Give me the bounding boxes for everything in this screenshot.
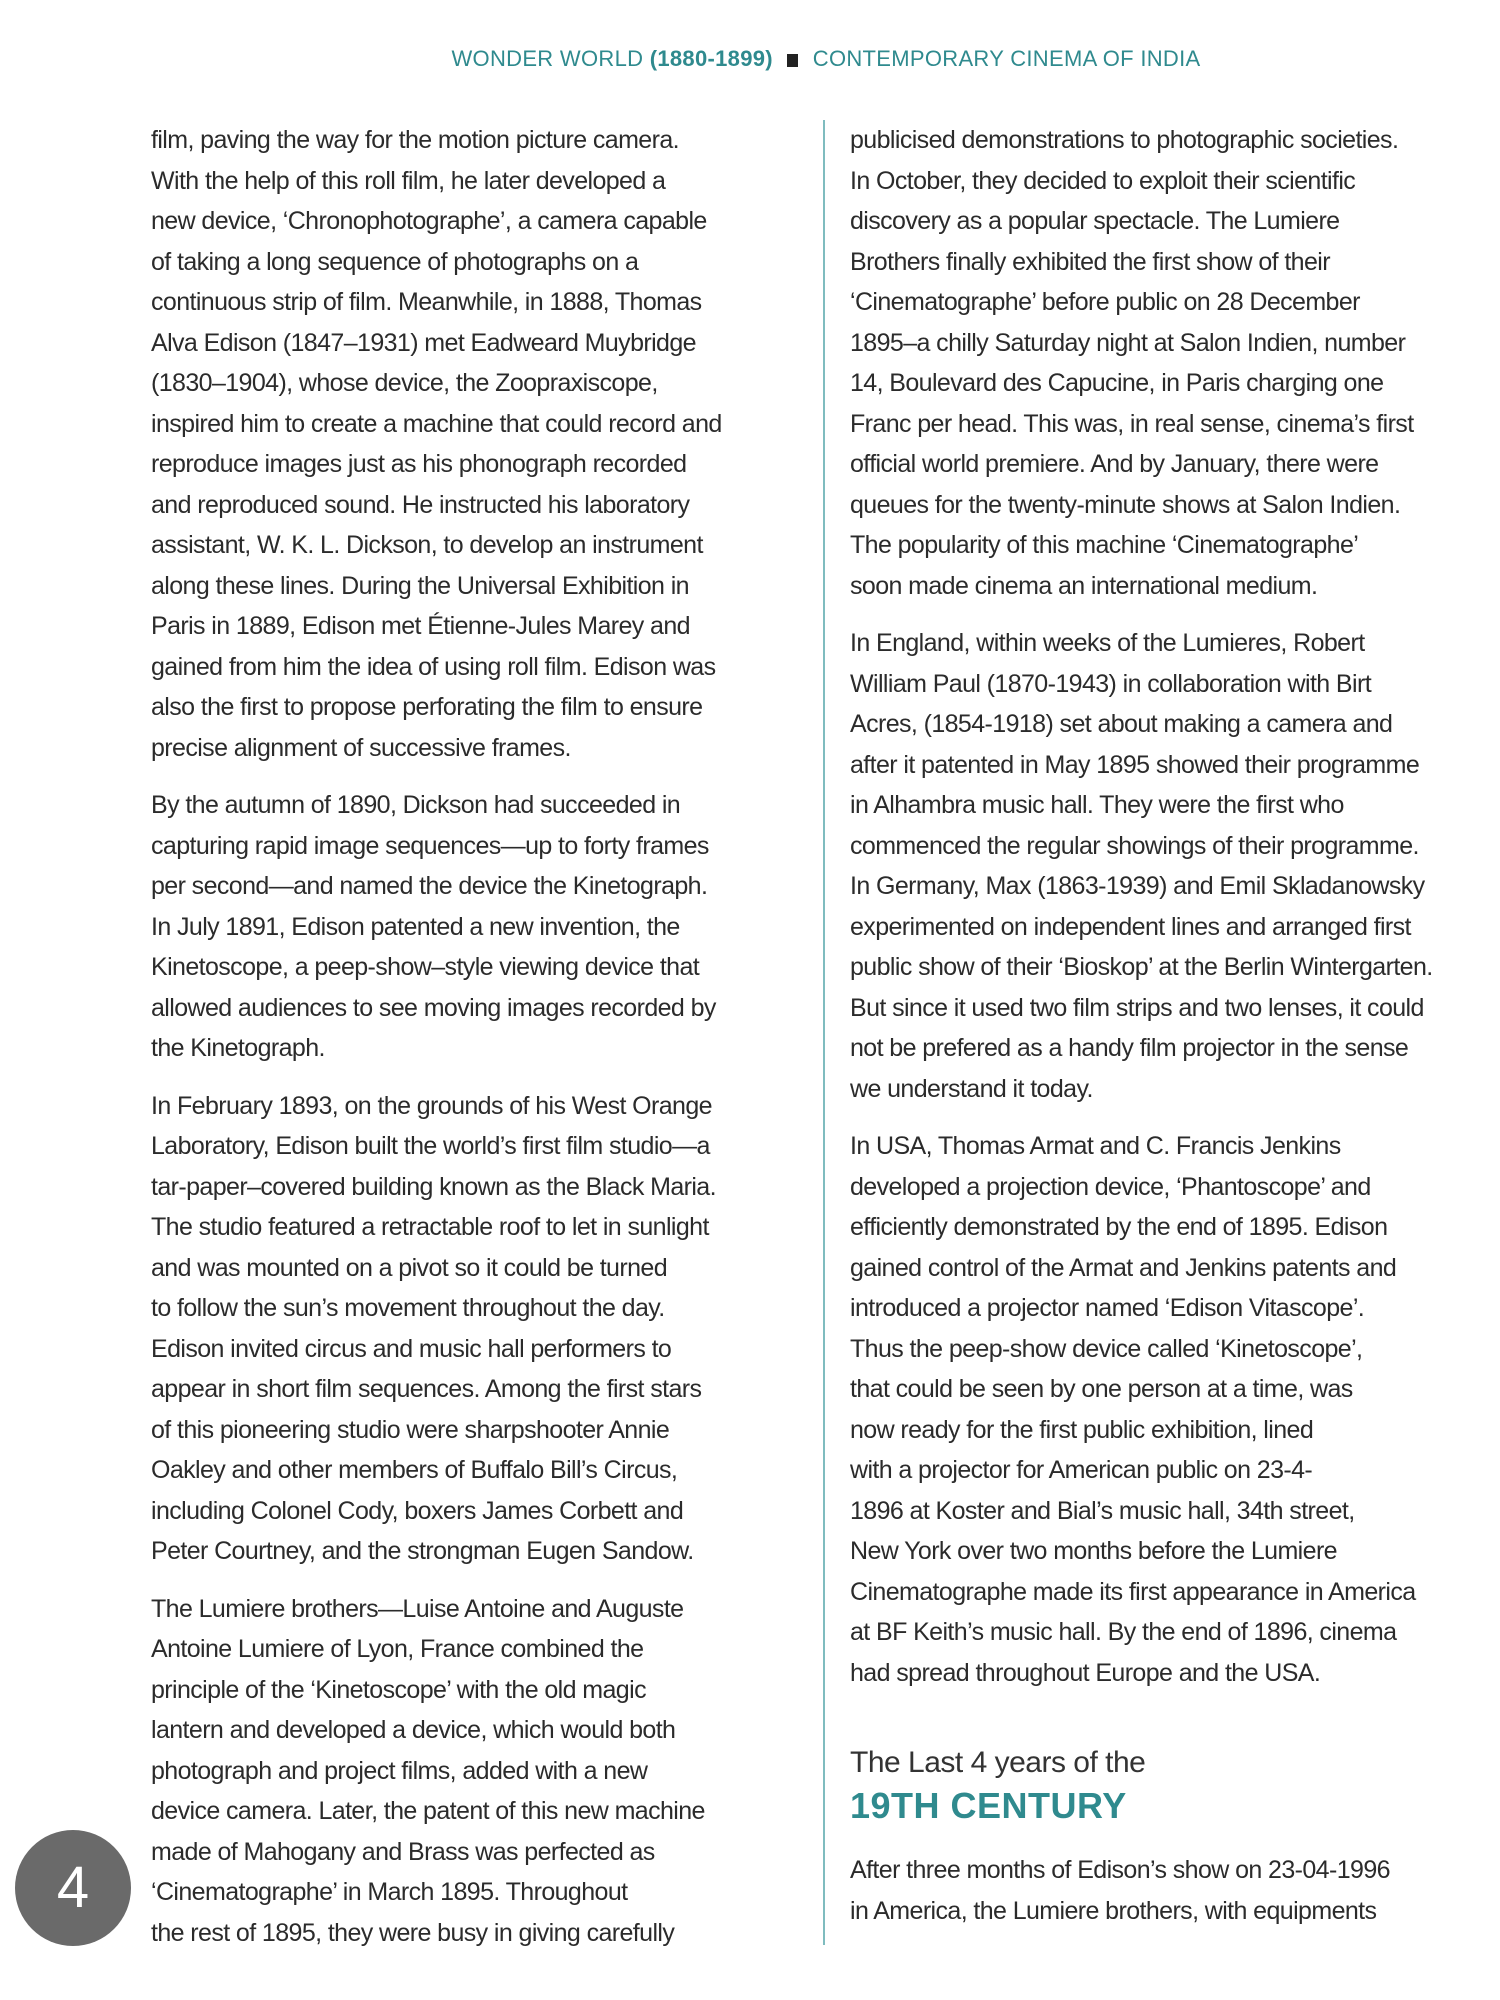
- text-line: 14, Boulevard des Capucine, in Paris charging one: [850, 369, 1384, 397]
- square-bullet-icon: [787, 54, 798, 67]
- text-line: not be prefered as a handy film projector in the sense: [850, 1034, 1409, 1062]
- text-line: efficiently demonstrated by the end of 1895. Edison: [850, 1213, 1388, 1241]
- paragraph: [850, 1126, 1433, 1693]
- text-line: developed a projection device, ‘Phantoscope’ and: [850, 1172, 1371, 1201]
- text-line: made of Mahogany and Brass was perfected as: [151, 1837, 655, 1866]
- text-line: soon made cinema an international medium.: [850, 571, 1318, 600]
- text-line: appear in short film sequences. Among the first stars: [151, 1375, 702, 1403]
- text-line: 1896 at Koster and Bial’s music hall, 34th street,: [850, 1496, 1355, 1525]
- text-line: and reproduced sound. He instructed his laboratory: [151, 490, 690, 519]
- text-line: in America, the Lumiere brothers, with equipments: [850, 1896, 1377, 1925]
- text-line: publicised demonstrations to photographic societies.: [850, 126, 1399, 154]
- paragraph: [850, 623, 1433, 1109]
- text-line: now ready for the first public exhibition, lined: [850, 1415, 1314, 1444]
- left-column: [151, 120, 722, 1970]
- text-line: introduced a projector named ‘Edison Vitascope’.: [850, 1294, 1365, 1322]
- text-line: and was mounted on a pivot so it could be turned: [151, 1253, 668, 1282]
- text-line: of taking a long sequence of photographs on a: [151, 247, 639, 276]
- text-line: Oakley and other members of Buffalo Bill’s Circus,: [151, 1456, 678, 1484]
- text-line: With the help of this roll film, he later developed a: [151, 166, 666, 195]
- text-line: In July 1891, Edison patented a new invention, the: [151, 912, 680, 941]
- running-header: [0, 46, 1500, 72]
- text-line: The Lumiere brothers—Luise Antoine and Auguste: [151, 1594, 684, 1623]
- section-heading-line1: The Last 4 years of the: [850, 1746, 1146, 1779]
- text-line: The studio featured a retractable roof to let in sunlight: [151, 1213, 709, 1241]
- paragraph: [850, 120, 1433, 606]
- text-line: after it patented in May 1895 showed their programme: [850, 750, 1420, 779]
- text-line: in Alhambra music hall. They were the first who: [850, 791, 1344, 819]
- section-paragraph: [850, 1850, 1390, 1931]
- text-line: By the autumn of 1890, Dickson had succeeded in: [151, 791, 681, 819]
- text-line: photograph and project films, added with a new: [151, 1756, 648, 1785]
- text-line: Antoine Lumiere of Lyon, France combined the: [151, 1635, 644, 1663]
- text-line: tar-paper–covered building known as the Black Maria.: [151, 1172, 716, 1201]
- text-line: principle of the ‘Kinetoscope’ with the old magic: [151, 1675, 646, 1704]
- text-line: Kinetoscope, a peep-show–style viewing device that: [151, 953, 700, 981]
- text-line: public show of their ‘Bioskop’ at the Berlin Wintergarten.: [850, 953, 1433, 981]
- text-line: gained from him the idea of using roll film. Edison was: [151, 652, 716, 681]
- paragraph: [151, 1086, 722, 1572]
- text-line: per second—and named the device the Kinetograph.: [151, 872, 708, 900]
- text-line: assistant, W. K. L. Dickson, to develop an instrument: [151, 531, 703, 559]
- text-line: In USA, Thomas Armat and C. Francis Jenkins: [850, 1132, 1341, 1160]
- text-line: that could be seen by one person at a time, was: [850, 1375, 1353, 1403]
- text-line: with a projector for American public on 23-4-: [850, 1456, 1313, 1484]
- text-line: In Germany, Max (1863-1939) and Emil Skladanowsky: [850, 872, 1425, 900]
- text-line: along these lines. During the Universal Exhibition in: [151, 571, 689, 600]
- text-line: precise alignment of successive frames.: [151, 733, 571, 762]
- text-line: In England, within weeks of the Lumieres, Robert: [850, 629, 1365, 657]
- text-line: Cinematographe made its first appearance in America: [850, 1577, 1416, 1606]
- text-line: reproduce images just as his phonograph recorded: [151, 450, 687, 478]
- text-line: queues for the twenty-minute shows at Salon Indien.: [850, 490, 1401, 519]
- text-line: at BF Keith’s music hall. By the end of 1896, cinema: [850, 1618, 1397, 1646]
- text-line: ‘Cinematographe’ before public on 28 December: [850, 288, 1360, 316]
- section-heading: [850, 1742, 1145, 1828]
- text-line: Brothers finally exhibited the first show of their: [850, 247, 1330, 276]
- text-line: But since it used two film strips and two lenses, it could: [850, 993, 1424, 1022]
- text-line: Paris in 1889, Edison met Étienne-Jules Marey and: [151, 612, 690, 640]
- text-line: the Kinetograph.: [151, 1034, 325, 1062]
- paragraph: [151, 1589, 722, 1954]
- text-line: device camera. Later, the patent of this new machine: [151, 1797, 705, 1825]
- text-line: continuous strip of film. Meanwhile, in 1888, Thomas: [151, 288, 702, 316]
- text-line: Edison invited circus and music hall performers to: [151, 1334, 672, 1363]
- text-line: 1895–a chilly Saturday night at Salon Indien, number: [850, 328, 1406, 357]
- text-line: including Colonel Cody, boxers James Corbett and: [151, 1496, 684, 1525]
- text-line: In October, they decided to exploit their scientific: [850, 166, 1356, 195]
- header-years: (1880-1899): [649, 46, 773, 71]
- text-line: film, paving the way for the motion picture camera.: [151, 126, 679, 154]
- text-line: to follow the sun’s movement throughout the day.: [151, 1294, 665, 1322]
- text-line: we understand it today.: [850, 1074, 1093, 1103]
- text-line: gained control of the Armat and Jenkins patents and: [850, 1253, 1397, 1282]
- header-book-title: CONTEMPORARY CINEMA OF INDIA: [812, 46, 1201, 71]
- text-line: Alva Edison (1847–1931) met Eadweard Muybridge: [151, 328, 696, 357]
- header-title: WONDER WORLD: [451, 46, 644, 71]
- column-divider: [823, 120, 825, 1945]
- text-line: Acres, (1854-1918) set about making a camera and: [850, 710, 1393, 738]
- text-line: Thus the peep-show device called ‘Kinetoscope’,: [850, 1334, 1363, 1363]
- right-column: [850, 120, 1433, 1710]
- section-heading-line2: 19TH CENTURY: [850, 1785, 1127, 1826]
- paragraph: [151, 120, 722, 768]
- text-line: experimented on independent lines and arranged first: [850, 912, 1411, 941]
- text-line: inspired him to create a machine that could record and: [151, 409, 722, 438]
- text-line: allowed audiences to see moving images recorded by: [151, 993, 716, 1022]
- text-line: official world premiere. And by January, there were: [850, 450, 1379, 478]
- text-line: New York over two months before the Lumiere: [850, 1537, 1337, 1565]
- text-line: The popularity of this machine ‘Cinematographe’: [850, 531, 1359, 559]
- text-line: of this pioneering studio were sharpshooter Annie: [151, 1415, 670, 1444]
- text-line: In February 1893, on the grounds of his West Orange: [151, 1091, 712, 1120]
- text-line: commenced the regular showings of their programme.: [850, 831, 1419, 860]
- text-line: Peter Courtney, and the strongman Eugen Sandow.: [151, 1537, 694, 1565]
- text-line: After three months of Edison’s show on 23-04-1996: [850, 1856, 1390, 1884]
- text-line: the rest of 1895, they were busy in giving carefully: [151, 1918, 675, 1947]
- text-line: new device, ‘Chronophotographe’, a camera capable: [151, 207, 707, 235]
- text-line: discovery as a popular spectacle. The Lumiere: [850, 207, 1340, 235]
- text-line: William Paul (1870-1943) in collaboration with Birt: [850, 669, 1372, 698]
- text-line: capturing rapid image sequences—up to forty frames: [151, 831, 709, 860]
- text-line: lantern and developed a device, which would both: [151, 1716, 676, 1744]
- paragraph: [151, 785, 722, 1069]
- text-line: ‘Cinematographe’ in March 1895. Throughout: [151, 1878, 628, 1906]
- text-line: Laboratory, Edison built the world’s first film studio—a: [151, 1132, 710, 1160]
- text-line: Franc per head. This was, in real sense, cinema’s first: [850, 409, 1414, 438]
- text-line: also the first to propose perforating the film to ensure: [151, 693, 703, 721]
- text-line: had spread throughout Europe and the USA.: [850, 1658, 1321, 1687]
- text-line: (1830–1904), whose device, the Zoopraxiscope,: [151, 369, 658, 397]
- page-number-badge: 4: [15, 1830, 131, 1946]
